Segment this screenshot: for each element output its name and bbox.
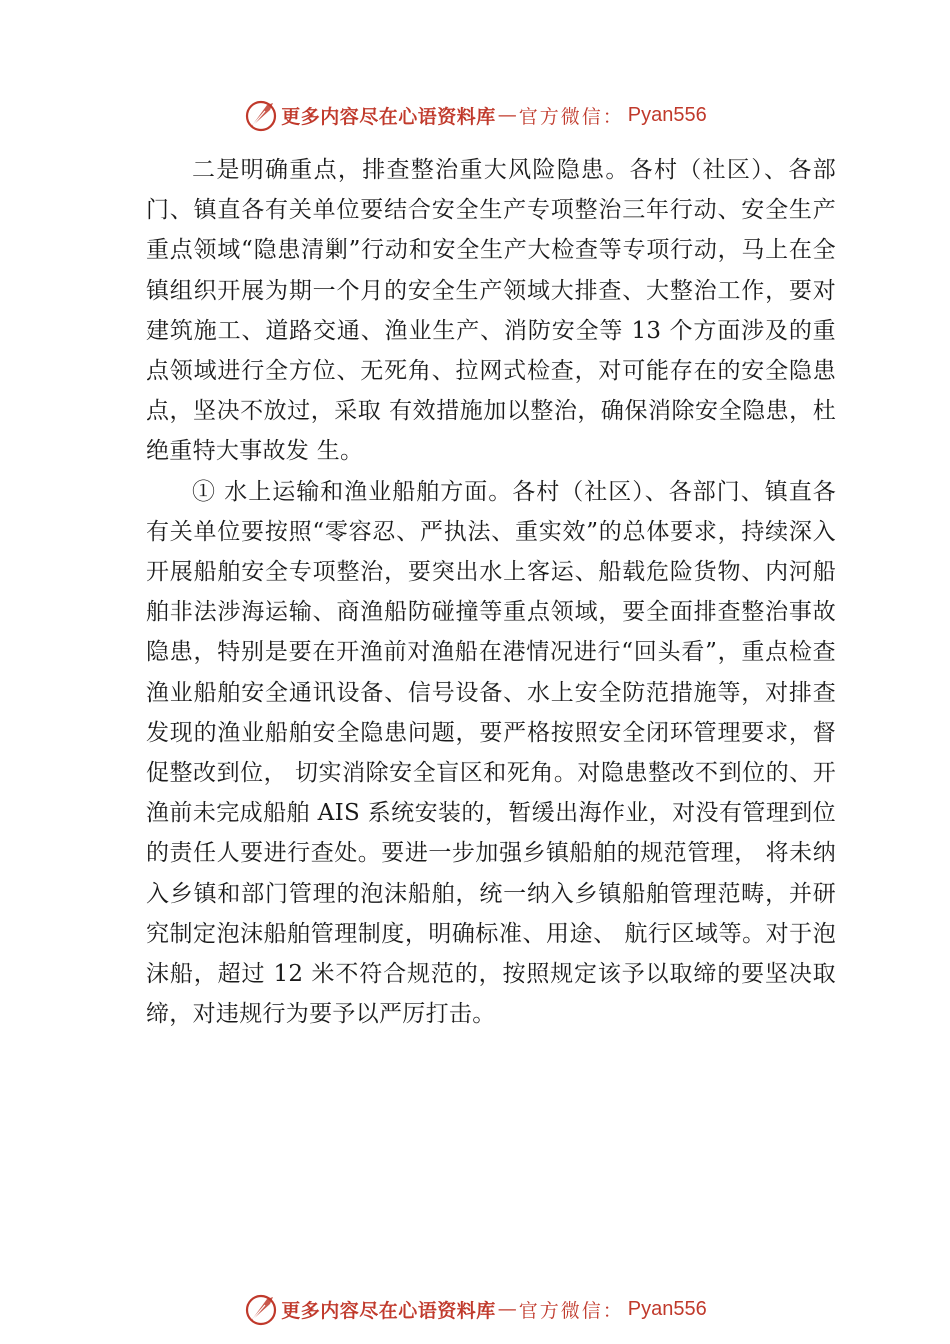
document-body: [146, 150, 836, 1034]
banner-wechat-id: Pyan556: [627, 1297, 707, 1320]
footer-banner: [0, 1287, 950, 1331]
banner-wechat-id: Pyan556: [627, 103, 707, 126]
banner-brand: 更多内容尽在心语资料库: [281, 1299, 496, 1322]
paragraph-water-transport: ① 水上运输和渔业船舶方面。各村（社区）、各部门、镇直各有关单位要按照“零容忍、严执法、重实效”的总体要求，持续深入开展船舶安全专项整治，要突出水上客运、船载危险货物、内河船舶非法涉海运输、商渔船防碰撞等重点领域，要全面排查整治事故隐患，特别是要在开渔前对渔船在港情况进行“回头看”，重点检查渔业船舶安全通讯设备、信号设备、水上安全防范措施等，对排查发现的渔业船舶安全隐患问题，要严格按照安全闭环管理要求，督促整改到位， 切实消除安全盲区和死角。对隐患整改不到位的、开渔前未完成船舶 AIS 系统安装的，暂缓出海作业，对没有管理到位的责任人要进行查处。要进一步加强乡镇船舶的规范管理， 将未纳入乡镇和部门管理的泡沫船舶，统一纳入乡镇船舶管理范畴，并研究制定泡沫船舶管理制度，明确标准、用途、 航行区域等。对于泡沫船，超过 12 米不符合规范的，按照规定该予以取缔的要坚决取缔，对违规行为要予以严厉打击。: [146, 478, 836, 1028]
quill-logo-icon: [243, 97, 279, 133]
header-banner: [0, 93, 950, 137]
banner-wechat-label: 官方微信：: [518, 1299, 624, 1322]
banner-separator: —: [497, 1298, 517, 1320]
quill-logo-icon: [243, 1291, 279, 1327]
banner-brand: 更多内容尽在心语资料库: [281, 105, 496, 128]
banner-separator: —: [497, 104, 517, 126]
banner-wechat-label: 官方微信：: [518, 105, 624, 128]
paragraph-key-risks: 二是明确重点，排查整治重大风险隐患。各村（社区）、各部门、镇直各有关单位要结合安全生产专项整治三年行动、安全生产重点领域“隐患清剿”行动和安全生产大检查等专项行动，马上在全镇组织开展为期一个月的安全生产领域大排查、大整治工作，要对建筑施工、道路交通、渔业生产、消防安全等 13 个方面涉及的重点领域进行全方位、无死角、拉网式检查，对可能存在的安全隐患点，坚决不放过，采取 有效措施加以整治，确保消除安全隐患，杜绝重特大事故发 生。: [146, 157, 836, 465]
